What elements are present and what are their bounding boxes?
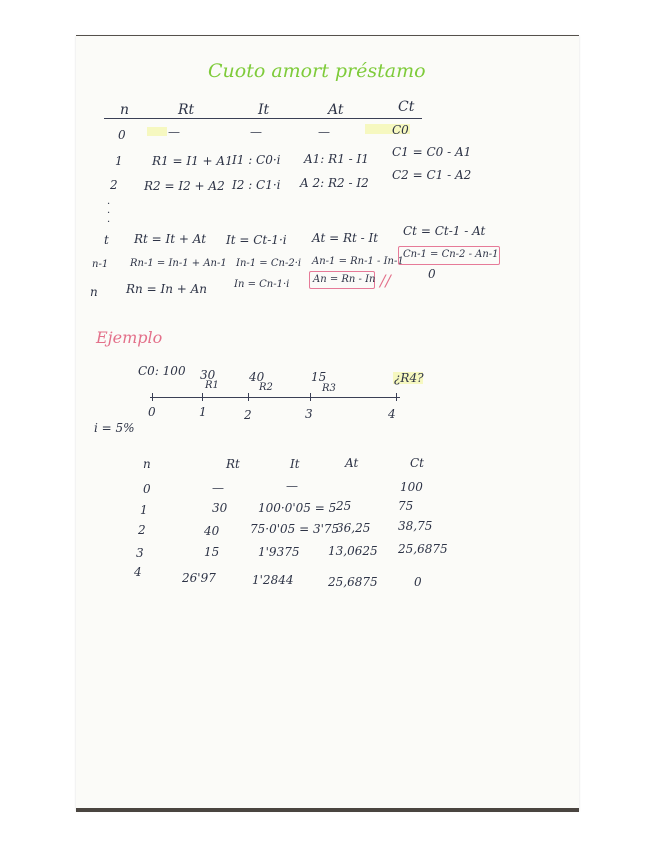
general-row-t-at: At = Rt - It bbox=[312, 231, 379, 245]
general-row-n1-it: In-1 = Cn-2·i bbox=[236, 258, 302, 269]
general-row-0-ct: C0 bbox=[392, 123, 409, 137]
timeline-tick-label-1: 1 bbox=[199, 405, 207, 419]
general-row-n1-ct: Cn-1 = Cn-2 - An-1 bbox=[403, 249, 499, 260]
example-row-3-n: 3 bbox=[136, 546, 144, 560]
timeline-tick bbox=[396, 393, 397, 401]
general-row-1-rt: R1 = I1 + A1 bbox=[152, 154, 233, 168]
general-row-t-it: It = Ct-1·i bbox=[226, 233, 287, 247]
timeline-tick-label-2: 2 bbox=[244, 408, 252, 422]
equivalence-slash-mark: // bbox=[380, 271, 391, 290]
example-header-ct: Ct bbox=[410, 456, 425, 470]
example-row-1-at: 25 bbox=[336, 499, 352, 513]
example-row-4-rt: 26'97 bbox=[182, 571, 216, 585]
example-heading: Ejemplo bbox=[96, 328, 163, 347]
general-row-t-ct: Ct = Ct-1 - At bbox=[403, 224, 486, 238]
general-row-2-rt: R2 = I2 + A2 bbox=[144, 179, 225, 193]
general-row-0-at: — bbox=[318, 125, 330, 139]
highlight-mark bbox=[147, 127, 167, 136]
timeline-capital: C0: 100 bbox=[138, 364, 186, 378]
example-header-at: At bbox=[345, 456, 359, 470]
general-header-n: n bbox=[120, 102, 130, 118]
example-row-4-at: 25,6875 bbox=[328, 575, 378, 589]
general-row-n1-rt: Rn-1 = In-1 + An-1 bbox=[130, 258, 227, 269]
timeline-tick-label-4: 4 bbox=[388, 407, 396, 421]
example-row-0-rt: — bbox=[212, 481, 224, 495]
general-header-it: It bbox=[258, 102, 270, 118]
general-row-2-ct: C2 = C1 - A2 bbox=[392, 168, 472, 182]
example-row-0-n: 0 bbox=[143, 482, 151, 496]
timeline-payment-2: 40 bbox=[249, 370, 265, 384]
timeline-payment-3: 15 bbox=[311, 370, 327, 384]
general-row-0-it: — bbox=[250, 125, 262, 139]
example-row-3-rt: 15 bbox=[204, 545, 220, 559]
general-row-0-n: 0 bbox=[118, 128, 126, 142]
general-row-1-ct: C1 = C0 - A1 bbox=[392, 145, 472, 159]
general-row-t-rt: Rt = It + At bbox=[134, 232, 207, 246]
general-row-n1-n: n-1 bbox=[92, 259, 109, 270]
general-row-n-rt: Rn = In + An bbox=[126, 282, 207, 296]
example-header-n: n bbox=[143, 457, 151, 471]
general-row-n-ct: 0 bbox=[428, 267, 436, 281]
example-row-3-ct: 25,6875 bbox=[398, 542, 448, 556]
example-row-3-it: 1'9375 bbox=[258, 545, 300, 559]
timeline-axis bbox=[150, 397, 400, 398]
general-row-n1-at: An-1 = Rn-1 - In-1 bbox=[312, 256, 404, 267]
example-row-2-at: 36,25 bbox=[336, 521, 371, 535]
general-row-n-n: n bbox=[90, 285, 98, 299]
general-row-0-rt: — bbox=[168, 125, 180, 139]
general-row-1-n: 1 bbox=[115, 154, 123, 168]
interest-rate: i = 5% bbox=[94, 421, 135, 435]
page-edge-bottom bbox=[76, 808, 579, 812]
general-row-1-at: A1: R1 - I1 bbox=[304, 152, 369, 166]
timeline-tick bbox=[202, 393, 203, 401]
general-header-at: At bbox=[328, 102, 344, 118]
timeline-payment-label-3: R3 bbox=[322, 383, 336, 394]
page-title: Cuoto amort préstamo bbox=[208, 60, 426, 82]
example-row-2-n: 2 bbox=[138, 523, 146, 537]
timeline-payment-label-2: R2 bbox=[259, 382, 273, 393]
example-row-4-ct: 0 bbox=[414, 575, 422, 589]
example-row-0-ct: 100 bbox=[400, 480, 423, 494]
timeline-tick-label-0: 0 bbox=[148, 405, 156, 419]
example-row-1-rt: 30 bbox=[212, 501, 228, 515]
general-row-2-at: A 2: R2 - I2 bbox=[300, 176, 369, 190]
timeline-tick-label-3: 3 bbox=[305, 407, 313, 421]
timeline-payment-1: 30 bbox=[200, 368, 216, 382]
general-row-2-n: 2 bbox=[110, 178, 118, 192]
example-row-4-n: 4 bbox=[134, 565, 142, 579]
general-row-t-n: t bbox=[104, 233, 109, 247]
timeline-payment-label-1: R1 bbox=[205, 380, 219, 391]
example-row-0-it: — bbox=[286, 479, 298, 493]
example-row-2-rt: 40 bbox=[204, 524, 220, 538]
timeline-payment-4: ¿R4? bbox=[394, 371, 424, 385]
general-header-ct: Ct bbox=[398, 99, 415, 115]
example-row-1-it: 100·0'05 = 5 bbox=[258, 501, 337, 515]
general-header-rt: Rt bbox=[178, 102, 195, 118]
example-header-it: It bbox=[290, 457, 300, 471]
general-header-rule bbox=[104, 118, 422, 119]
example-row-3-at: 13,0625 bbox=[328, 544, 378, 558]
general-row-1-it: I1 : C0·i bbox=[232, 153, 281, 167]
general-row-n-at: An = Rn - In bbox=[313, 274, 376, 285]
example-row-1-n: 1 bbox=[140, 503, 148, 517]
example-row-2-ct: 38,75 bbox=[398, 519, 433, 533]
example-header-rt: Rt bbox=[226, 457, 240, 471]
timeline-tick bbox=[248, 393, 249, 401]
ellipsis-dots: · · · bbox=[107, 199, 111, 228]
example-row-2-it: 75·0'05 = 3'75 bbox=[250, 522, 340, 536]
timeline-tick bbox=[310, 393, 311, 401]
example-row-1-ct: 75 bbox=[398, 499, 414, 513]
general-row-2-it: I2 : C1·i bbox=[232, 178, 281, 192]
example-row-4-it: 1'2844 bbox=[252, 573, 294, 587]
general-row-n-it: In = Cn-1·i bbox=[234, 279, 290, 290]
timeline-tick bbox=[152, 393, 153, 401]
